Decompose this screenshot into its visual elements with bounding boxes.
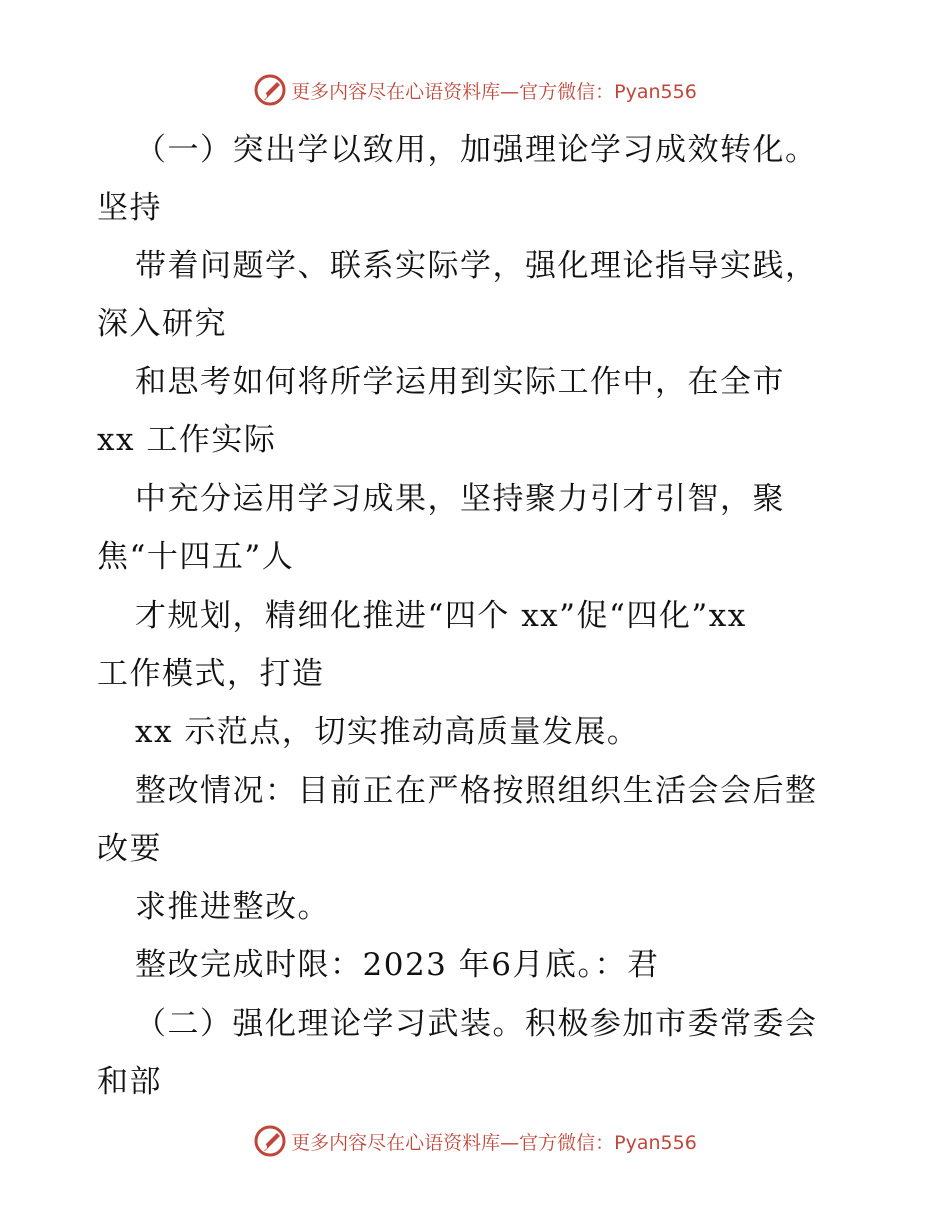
- text-line: xx 工作实际: [97, 422, 277, 458]
- text-line: 改要: [97, 831, 162, 867]
- text-line: 工作模式，打造: [97, 656, 325, 692]
- text-line: xx 示范点，切实推动高质量发展。: [135, 714, 640, 750]
- footer-banner-text: 更多内容尽在心语资料库—官方微信：Pyan556: [291, 1131, 697, 1154]
- text-line: 中充分运用学习成果，坚持聚力引才引智，聚: [135, 481, 785, 517]
- text-line: 和部: [97, 1064, 162, 1100]
- text-line: 焦“十四五”人: [97, 539, 295, 575]
- text-line: 深入研究: [97, 306, 227, 342]
- text-line: 整改情况：目前正在严格按照组织生活会会后整: [135, 773, 818, 809]
- brand-logo-icon: [253, 1124, 287, 1158]
- footer-banner: [0, 1121, 950, 1161]
- text-line: 坚持: [97, 190, 162, 226]
- text-line: 带着问题学、联系实际学，强化理论指导实践，: [135, 248, 818, 284]
- text-line: （一）突出学以致用，加强理论学习成效转化。: [135, 132, 818, 168]
- text-line: 求推进整改。: [135, 889, 330, 925]
- text-line: 整改完成时限：2023 年6月底。：君: [135, 947, 660, 983]
- text-line: （二）强化理论学习武装。积极参加市委常委会: [135, 1006, 818, 1042]
- header-banner-text: 更多内容尽在心语资料库—官方微信：Pyan556: [291, 80, 697, 103]
- text-line: 和思考如何将所学运用到实际工作中，在全市: [135, 364, 785, 400]
- text-line: 才规划，精细化推进“四个 xx”促“四化”xx: [135, 598, 747, 634]
